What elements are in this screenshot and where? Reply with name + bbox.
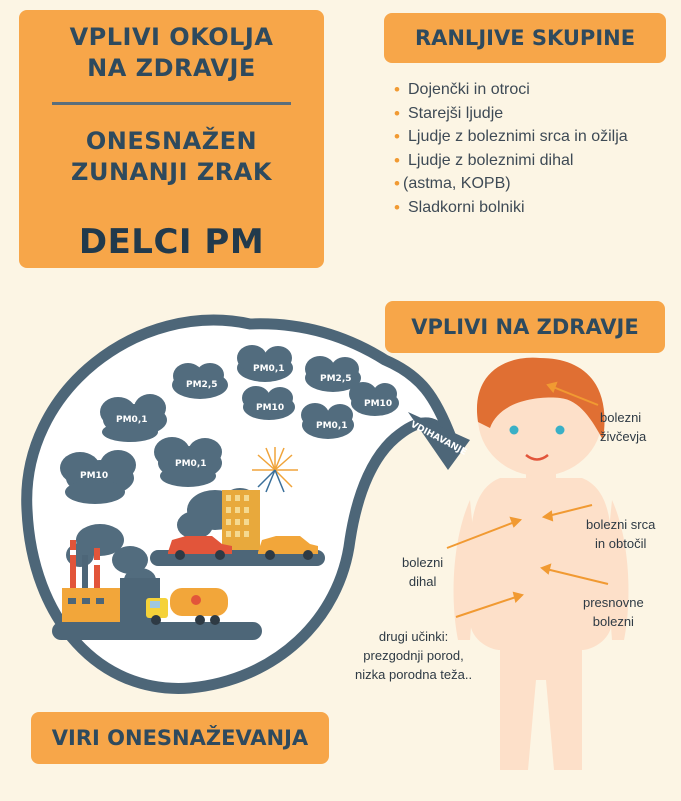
cloud-label: PM10 xyxy=(364,399,393,409)
cloud-label: PM2,5 xyxy=(320,374,352,384)
list-item: • Ljudje z boleznimi srca in ožilja xyxy=(393,125,678,149)
cloud-label: PM0,1 xyxy=(316,421,348,431)
cloud-label: PM0,1 xyxy=(116,415,148,425)
label-text: prezgodnji porod, xyxy=(363,648,464,663)
label-text: in obtočil xyxy=(595,536,647,551)
title-pm: DELCI PM xyxy=(78,222,265,262)
title-line-1: VPLIVI OKOLJA xyxy=(69,23,274,51)
pollution-sources-heading: VIRI ONESNAŽEVANJA xyxy=(31,712,329,764)
cloud-label: PM2,5 xyxy=(186,380,218,390)
cloud-label: PM0,1 xyxy=(253,364,285,374)
label-respiratory xyxy=(402,553,443,591)
health-effects-heading: VPLIVI NA ZDRAVJE xyxy=(385,301,665,353)
label-nervous xyxy=(600,408,646,446)
list-item-continuation-text: (astma, KOPB) xyxy=(403,175,511,192)
label-heart xyxy=(586,515,655,553)
label-metabolic xyxy=(583,593,644,631)
label-text: nizka porodna teža.. xyxy=(355,667,473,682)
label-text: bolezni xyxy=(600,410,642,425)
label-text: bolezni xyxy=(592,614,634,629)
title-line-4: ZUNANJI ZRAK xyxy=(71,158,272,186)
list-item: • Starejši ljudje xyxy=(393,102,678,126)
list-item: • Dojenčki in otroci xyxy=(393,78,678,102)
label-text: bolezni srca xyxy=(586,517,656,532)
cloud-label: PM10 xyxy=(256,403,285,413)
vulnerable-groups-heading: RANLJIVE SKUPINE xyxy=(384,13,666,63)
cloud-label: PM10 xyxy=(80,471,109,481)
list-item: • Ljudje z boleznimi dihal xyxy=(393,149,678,173)
cloud-label: PM0,1 xyxy=(175,459,207,469)
label-text: dihal xyxy=(408,574,437,589)
title-line-2: NA ZDRAVJE xyxy=(87,54,256,82)
label-text: živčevja xyxy=(600,429,647,444)
child-eye-left xyxy=(510,426,519,435)
label-other-effects xyxy=(355,627,472,684)
child-eye-right xyxy=(556,426,565,435)
arrow-label: VDIHAVANJE xyxy=(408,419,469,458)
title-line-3: ONESNAŽEN xyxy=(85,127,258,155)
label-text: bolezni xyxy=(402,555,444,570)
list-item: • Sladkorni bolniki xyxy=(393,196,678,220)
label-text: presnovne xyxy=(583,595,644,610)
label-text: drugi učinki: xyxy=(378,629,449,644)
